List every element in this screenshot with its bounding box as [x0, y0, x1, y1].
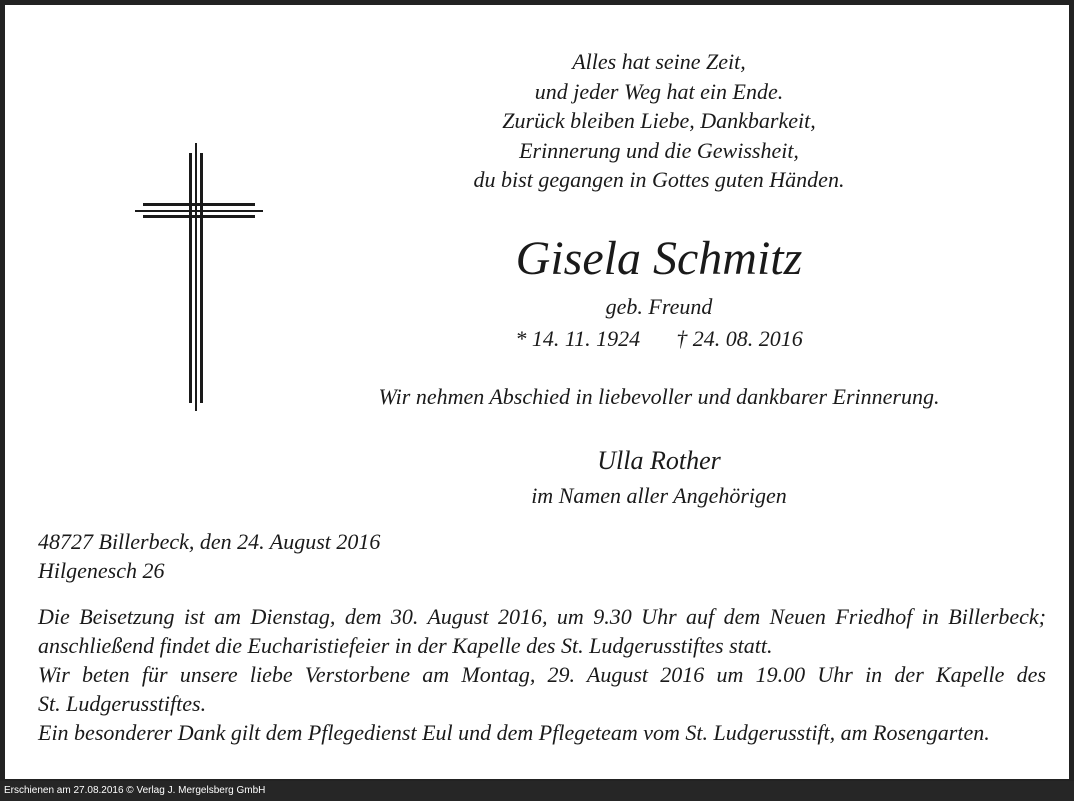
life-dates — [375, 325, 943, 353]
funeral-paragraph — [38, 603, 1046, 660]
paragraph-line: Wir beten für unsere liebe Verstorbene am Montag, 29. August 2016 um 19.00 Uhr in der Kapelle des — [38, 662, 1046, 687]
poem-line: Alles hat seine Zeit, — [572, 49, 746, 74]
death-date: † 24. 08. 2016 — [676, 326, 803, 351]
signer-subtitle: im Namen aller Angehörigen — [531, 483, 787, 508]
birth-date: * 14. 11. 1924 — [515, 326, 641, 351]
signer-name: Ulla Rother — [597, 446, 721, 475]
cross-icon — [135, 143, 263, 411]
paragraph-line: St. Ludgerusstiftes. — [38, 690, 207, 716]
publication-footer — [0, 781, 1074, 801]
maiden-name: geb. Freund — [605, 294, 713, 319]
poem-line: Erinnerung und die Gewissheit, — [519, 137, 799, 163]
prayer-paragraph — [38, 661, 1046, 718]
address: Hilgenesch 26 — [38, 558, 165, 583]
thanks-paragraph — [38, 719, 1046, 748]
poem-line: du bist gegangen in Gottes guten Händen. — [473, 167, 845, 192]
poem-line: und jeder Weg hat ein Ende. — [534, 78, 784, 104]
paragraph-line: Die Beisetzung ist am Dienstag, dem 30. August 2016, um 9.30 Uhr auf dem Neuen Friedhof in Billerbeck; — [38, 604, 1046, 629]
farewell-text: Wir nehmen Abschied in liebevoller und dankbarer Erinnerung. — [378, 384, 940, 409]
footer-text: Erschienen am 27.08.2016 © Verlag J. Mergelsberg GmbH — [4, 785, 266, 796]
poem — [375, 47, 943, 195]
poem-line: Zurück bleiben Liebe, Dankbarkeit, — [502, 108, 816, 133]
paragraph-line: Ein besonderer Dank gilt dem Pflegedienst Eul und dem Pflegeteam vom St. Ludgerusstift, am Rosengarten. — [38, 720, 990, 745]
place-date: 48727 Billerbeck, den 24. August 2016 — [38, 529, 381, 554]
deceased-name: Gisela Schmitz — [515, 232, 803, 285]
paragraph-line: anschließend findet die Eucharistiefeier in der Kapelle des St. Ludgerusstiftes statt. — [38, 632, 773, 658]
